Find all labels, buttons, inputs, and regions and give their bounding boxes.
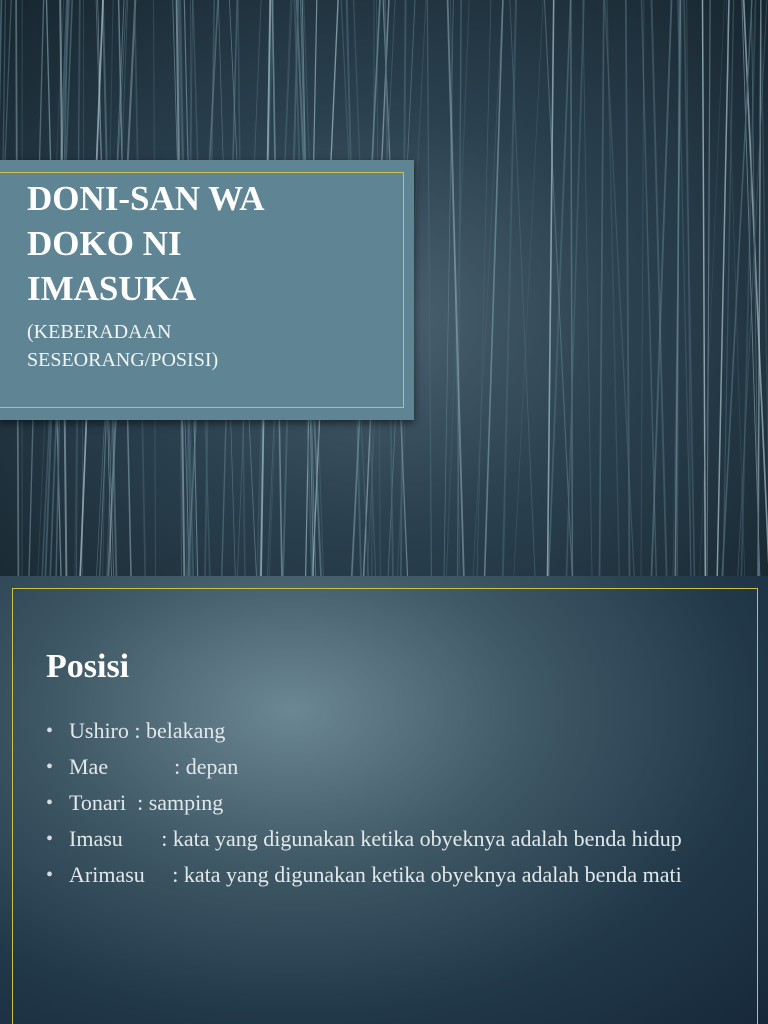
bullet-item <box>46 860 686 890</box>
bullet-icon: • <box>46 756 54 778</box>
content-title: Posisi <box>46 648 130 685</box>
bullet-item <box>46 716 686 746</box>
subtitle-line: (KEBERADAAN <box>27 321 172 343</box>
title-line: DOKO NI <box>27 224 182 263</box>
decorative-line <box>444 0 453 576</box>
title-line: DONI-SAN WA <box>27 179 265 218</box>
decorative-line <box>427 0 431 576</box>
bullet-text: Imasu : kata yang digunakan ketika obyeknya adalah benda hidup <box>69 826 682 851</box>
bullet-text: Arimasu : kata yang digunakan ketika obyeknya adalah benda mati <box>69 862 682 887</box>
bullet-item <box>46 752 686 782</box>
decorative-line <box>723 0 734 576</box>
bullet-icon: • <box>46 720 54 742</box>
slide-title <box>27 176 387 311</box>
decorative-line <box>567 0 584 576</box>
decorative-line <box>626 0 630 576</box>
bullet-icon: • <box>46 864 54 886</box>
title-box <box>0 160 414 420</box>
bullet-item <box>46 788 686 818</box>
bullet-text: Tonari : samping <box>69 790 224 815</box>
bullet-list <box>46 716 686 896</box>
decorative-line <box>485 0 503 576</box>
bullet-icon: • <box>46 828 54 850</box>
content-slide <box>0 576 768 1024</box>
decorative-line <box>510 0 535 576</box>
decorative-line <box>703 0 706 576</box>
decorative-line <box>761 0 768 576</box>
decorative-line <box>583 0 592 576</box>
bullet-item <box>46 824 686 854</box>
title-line: IMASUKA <box>27 269 197 308</box>
decorative-line <box>514 0 543 576</box>
slide-subtitle <box>27 318 387 374</box>
decorative-line <box>477 0 491 576</box>
decorative-line <box>605 0 635 576</box>
decorative-line <box>600 0 604 576</box>
bullet-text: Ushiro : belakang <box>69 718 226 743</box>
decorative-line <box>571 0 573 576</box>
decorative-line <box>549 0 571 576</box>
subtitle-line: SESEORANG/POSISI) <box>27 349 219 371</box>
decorative-line <box>707 0 710 576</box>
bullet-icon: • <box>46 792 54 814</box>
bullet-text: Mae : depan <box>69 754 239 779</box>
decorative-line <box>741 0 755 576</box>
decorative-line <box>758 0 761 576</box>
